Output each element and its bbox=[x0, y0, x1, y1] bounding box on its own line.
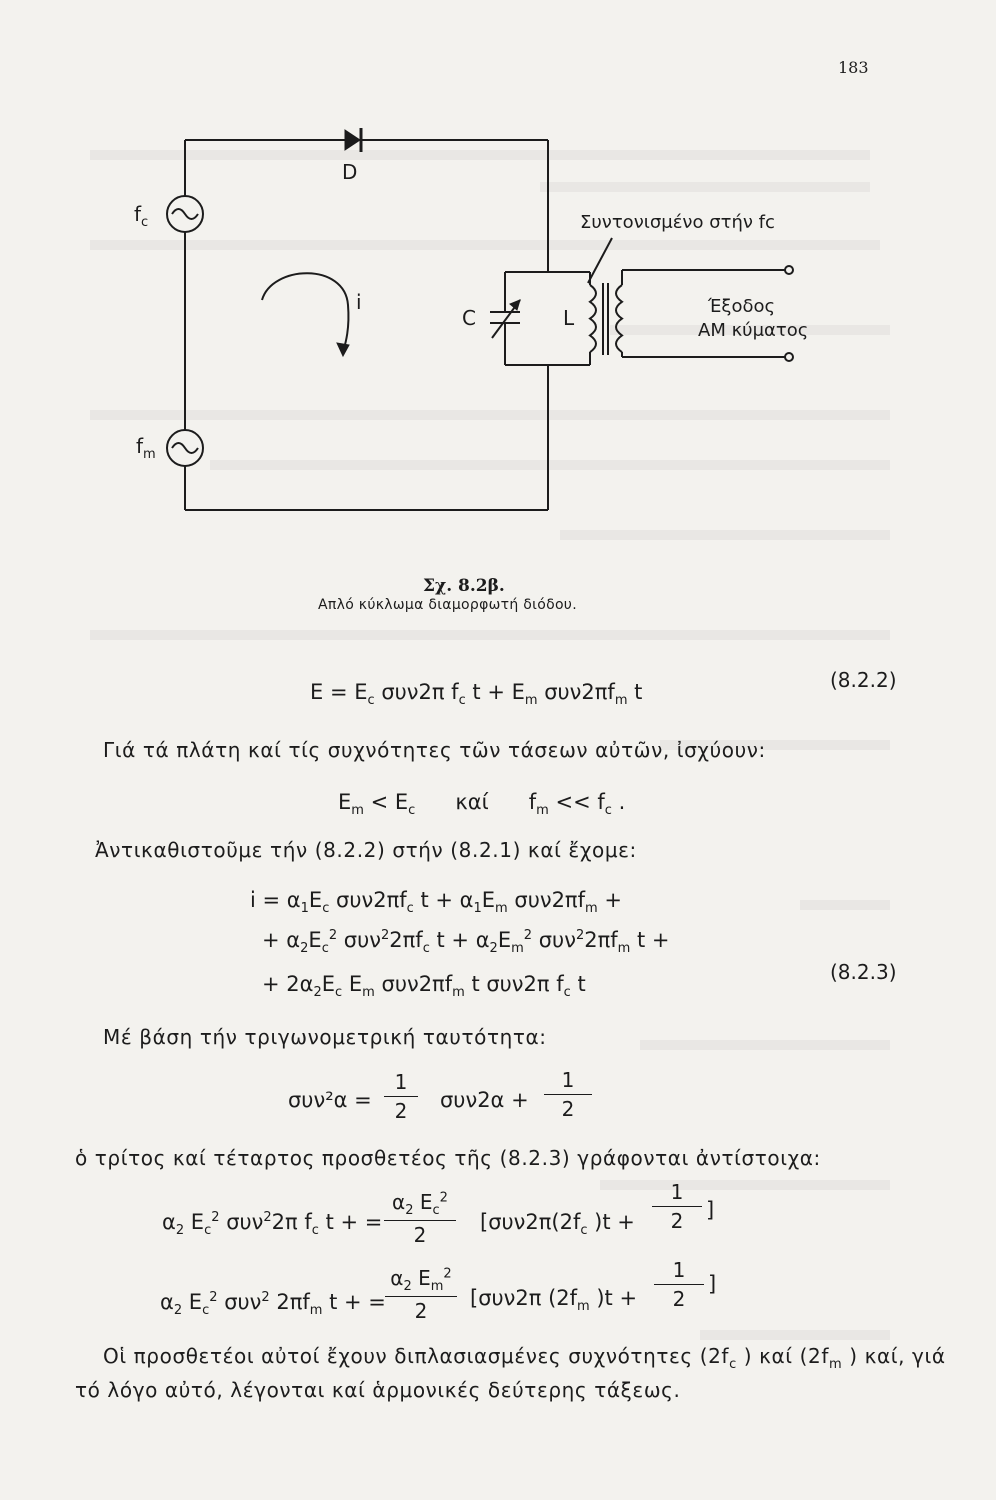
paragraph-1: Γιά τά πλάτη καί τίς συχνότητες τῶν τάσεων αὐτῶν, ἰσχύουν: bbox=[103, 738, 766, 762]
equation-a-fraction-2: 1 2 bbox=[652, 1180, 702, 1233]
identity-fraction-2: 1 2 bbox=[544, 1068, 592, 1121]
tuned-label: Συντονισμένο στήν fc bbox=[580, 212, 775, 233]
equation-b-fraction: $\alpha_2$ $E_m^2$ 2 bbox=[385, 1266, 457, 1323]
paragraph-4: ὁ τρίτος καί τέταρτος προσθετέος τῆς (8.2.3) γράφονται ἀντίστοιχα: bbox=[75, 1146, 821, 1170]
modulating-source-label: $f_m$ bbox=[136, 434, 156, 462]
figure-caption-text: Απλό κύκλωμα διαμορφωτή διόδου. bbox=[318, 597, 577, 613]
equation-a-mid: [$\sigma\upsilon\nu 2\pi(2f_c$ )t + bbox=[480, 1210, 635, 1239]
inductor-label: L bbox=[563, 306, 575, 330]
equation-a-lhs: $\alpha_2$ $E_c^2$ συν$^2$2π $f_c$ t + = bbox=[162, 1210, 383, 1239]
equation-number-8-2-2: (8.2.2) bbox=[830, 668, 897, 692]
equation-b-lhs: $\alpha_2$ $E_c^2$ συν$^2$ $2\pi f_m$ t + = bbox=[160, 1290, 386, 1319]
equation-a-end: ] bbox=[706, 1198, 715, 1222]
equation-8-2-3-line-1: $i = \alpha_1E_c$ $\sigma\upsilon\nu 2\pi f_c$ $t + \alpha_1E_m$ $\sigma\upsilon\nu 2\pi f_m$ + bbox=[250, 888, 622, 917]
paragraph-5-line-1: Οἱ προσθετέοι αὐτοί ἔχουν διπλασιασμένες συχνότητες ($2f_c$ ) καί ($2f_m$ ) καί, γιά bbox=[103, 1344, 946, 1372]
inequality: $E_m < E_c$ καί $f_m << f_c$ . bbox=[338, 790, 626, 819]
output-label-1: Έξοδος bbox=[708, 296, 776, 317]
identity-fraction-1: 1 2 bbox=[384, 1070, 418, 1123]
identity-mid: συν2α + bbox=[440, 1088, 529, 1112]
circuit-diagram bbox=[0, 0, 996, 620]
equation-number-8-2-3: (8.2.3) bbox=[830, 960, 897, 984]
paragraph-3: Μέ βάση τήν τριγωνομετρική ταυτότητα: bbox=[103, 1025, 547, 1049]
equation-8-2-3-line-2: + $\alpha_2E_c^2$ $\sigma\upsilon\nu^22\pi f_c$ $t + \alpha_2E_m^2$ $\sigma\upsilon\nu^22\pi f_m$ t + bbox=[262, 928, 670, 957]
equation-8-2-3-line-3: + $2\alpha_2E_c$ $E_m$ $\sigma\upsilon\nu 2\pi f_m$ t συν2π $f_c$ t bbox=[262, 972, 586, 1001]
current-label: i bbox=[356, 290, 362, 314]
equation-a-fraction: $\alpha_2$ $E_c^2$ 2 bbox=[384, 1190, 456, 1247]
carrier-source-label: $f_c$ bbox=[134, 202, 149, 230]
figure-caption-title: Σχ. 8.2β. bbox=[423, 576, 505, 596]
paragraph-2: Ἀντικαθιστοῦμε τήν (8.2.2) στήν (8.2.1) καί ἔχομε: bbox=[95, 838, 637, 862]
equation-b-fraction-2: 1 2 bbox=[654, 1258, 704, 1311]
paragraph-5-line-2: τό λόγο αὐτό, λέγονται καί ἁρμονικές δεύτερης τάξεως. bbox=[75, 1378, 681, 1402]
capacitor-label: C bbox=[462, 306, 476, 330]
page-number: 183 bbox=[838, 58, 869, 77]
equation-b-mid: [συν2π ($2f_m$ )t + bbox=[470, 1286, 638, 1315]
diode-label: D bbox=[342, 160, 358, 184]
output-label-2: ΑΜ κύματος bbox=[698, 320, 809, 341]
identity-lhs: συν²α = bbox=[288, 1088, 372, 1112]
equation-8-2-2: $E = E_c$ συν2π $f_c$ $t + E_m$ $\sigma\upsilon\nu 2\pi f_m$ t bbox=[310, 680, 643, 709]
equation-b-end: ] bbox=[708, 1272, 717, 1296]
